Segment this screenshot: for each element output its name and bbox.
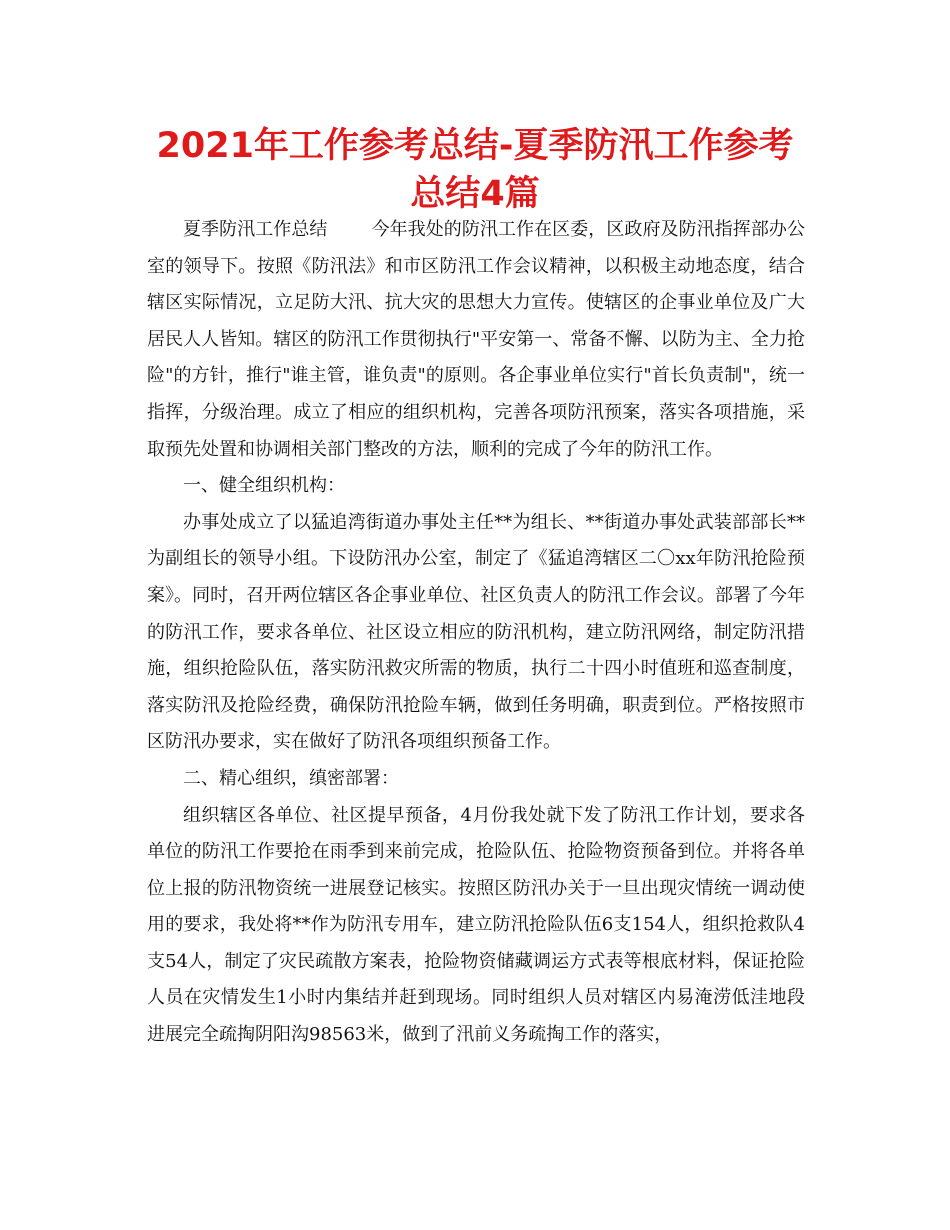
document-title: 2021年工作参考总结-夏季防汛工作参考总结4篇 bbox=[156, 126, 794, 214]
section-heading-1: 一、健全组织机构： bbox=[183, 475, 345, 497]
intro-text: 今年我处的防汛工作在区委，区政府及防汛指挥部办公室的领导下。按照《防汛法》和市区防汛工作会议精神，以积极主动地态度，结合辖区实际情况，立足防大汛、抗大灾的思想大力宣传。使辖区的企事业单位及广大居民人人皆知。辖区的防汛工作贯彻执行"平安第一、常备不懈、以防为主、全力抢险"的方针，推行"谁主管，谁负责"的原则。各企事业单位实行"首长负责制"，统一指挥，分级治理。成立了相应的组织机构，完善各项防汛预案，落实各项措施，采取预先处置和协调相关部门整改的方法，顺利的完成了今年的防汛工作。 bbox=[147, 219, 805, 460]
section-heading-2: 二、精心组织，缜密部署： bbox=[183, 767, 399, 789]
paragraph-4: 组织辖区各单位、社区提早预备，4月份我处就下发了防汛工作计划，要求各单位的防汛工作要抢在雨季到来前完成，抢险队伍、抢险物资预备到位。并将各单位上报的防汛物资统一进展登记核实。按照区防汛办关于一旦出现灾情统一调动使用的要求，我处将**作为防汛专用车，建立防汛抢险队伍6支154人，组织抢救队4支54人，制定了灾民疏散方案表，抢险物资储藏调运方式表等根底材料，保证抢险人员在灾情发生1小时内集结并赶到现场。同时组织人员对辖区内易淹涝低洼地段进展完全疏掏阴阳沟98563米，做到了汛前义务疏掏工作的落实， bbox=[147, 804, 805, 1046]
intro-heading: 夏季防汛工作总结 bbox=[183, 219, 328, 240]
paragraph-intro bbox=[147, 212, 805, 468]
document-body bbox=[147, 212, 805, 1054]
paragraph-2: 办事处成立了以猛追湾街道办事处主任**为组长、**街道办事处武装部部长**为副组长的领导小组。下设防汛办公室，制定了《猛追湾辖区二〇xx年防汛抢险预案》。同时，召开两位辖区各企事业单位、社区负责人的防汛工作会议。部署了今年的防汛工作，要求各单位、社区设立相应的防汛机构，建立防汛网络，制定防汛措施，组织抢险队伍，落实防汛救灾所需的物质，执行二十四小时值班和巡查制度，落实防汛及抢险经费，确保防汛抢险车辆，做到任务明确，职责到位。严格按照市区防汛办要求，实在做好了防汛各项组织预备工作。 bbox=[147, 511, 805, 753]
